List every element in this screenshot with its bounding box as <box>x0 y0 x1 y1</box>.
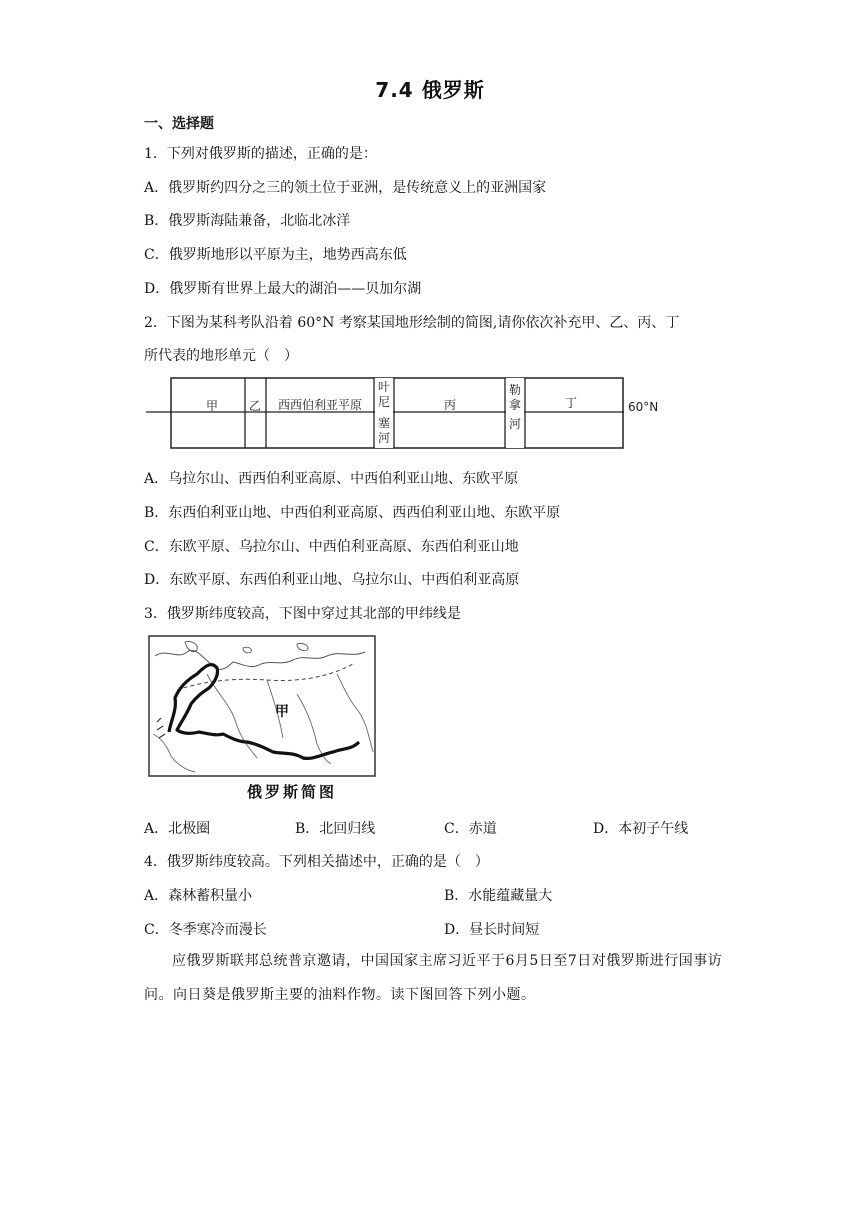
question-2-option-b: B．东西伯利亚山地、中西伯利亚高原、西西伯利亚山地、东欧平原 <box>144 505 561 521</box>
question-3-stem: 3．俄罗斯纬度较高，下图中穿过其北部的甲纬线是 <box>144 606 461 622</box>
question-2-option-d: D．东欧平原、东西伯利亚山地、乌拉尔山、中西伯利亚高原 <box>144 572 520 588</box>
label-yenisei-4: 河 <box>377 431 391 445</box>
reading-passage: 应俄罗斯联邦总统普京邀请，中国国家主席习近平于6月5日至7日对俄罗斯进行国事访问。向日葵是俄罗斯主要的油料作物。读下图回答下列小题。 <box>144 953 723 1003</box>
map-caption: 俄罗斯简图 <box>247 783 338 801</box>
label-lena-3: 河 <box>508 417 522 431</box>
question-4-stem: 4．俄罗斯纬度较高。下列相关描述中，正确的是（ ） <box>144 854 489 870</box>
page-title: 7.4 俄罗斯 <box>375 78 485 102</box>
terrain-profile-figure <box>144 372 674 454</box>
question-1-stem: 1．下列对俄罗斯的描述，正确的是： <box>144 146 377 162</box>
label-bing: 丙 <box>443 398 457 412</box>
question-3-option-b: B．北回归线 <box>295 821 376 837</box>
question-4-option-b: B．水能蕴藏量大 <box>444 888 553 904</box>
question-2-option-c: C．东欧平原、乌拉尔山、中西伯利亚高原、东西伯利亚山地 <box>144 539 519 555</box>
map-label-jia: 甲 <box>275 704 289 720</box>
question-1-option-c: C．俄罗斯地形以平原为主，地势西高东低 <box>144 247 407 263</box>
question-3-option-c: C．赤道 <box>444 821 497 837</box>
map-frame <box>149 636 375 776</box>
label-yenisei-1: 叶 <box>377 380 391 394</box>
question-1-option-a: A．俄罗斯约四分之三的领土位于亚洲，是传统意义上的亚洲国家 <box>144 180 547 196</box>
question-1-option-b: B．俄罗斯海陆兼备，北临北冰洋 <box>144 213 351 229</box>
question-2-option-a: A．乌拉尔山、西西伯利亚高原、中西伯利亚山地、东欧平原 <box>144 471 519 487</box>
label-yenisei-2: 尼 <box>377 395 391 409</box>
label-60n: 60°N <box>628 400 659 414</box>
section-heading: 一、选择题 <box>144 116 214 132</box>
question-1-option-d: D．俄罗斯有世界上最大的湖泊——贝加尔湖 <box>144 281 422 297</box>
russia-map-figure <box>147 634 379 806</box>
label-jia: 甲 <box>205 399 219 413</box>
question-3-option-d: D．本初子午线 <box>593 821 689 837</box>
profile-frame <box>171 378 623 448</box>
question-4-option-d: D．昼长时间短 <box>444 922 540 938</box>
question-4-option-c: C．冬季寒冷而漫长 <box>144 922 267 938</box>
label-lena-2: 拿 <box>508 398 522 412</box>
label-ding: 丁 <box>564 396 578 410</box>
label-lena-1: 勒 <box>508 383 522 397</box>
question-4-option-a: A．森林蓄积量小 <box>144 888 253 904</box>
question-3-option-a: A．北极圈 <box>144 821 211 837</box>
question-2-stem-line2: 所代表的地形单元（ ） <box>144 348 298 364</box>
label-yenisei-3: 塞 <box>377 416 391 430</box>
label-yi: 乙 <box>248 399 262 413</box>
label-west-siberian-plain: 西西伯利亚平原 <box>277 398 363 412</box>
question-2-stem-line1: 2．下图为某科考队沿着 60°N 考察某国地形绘制的简图,请你依次补充甲、乙、丙、丁 <box>144 315 680 331</box>
